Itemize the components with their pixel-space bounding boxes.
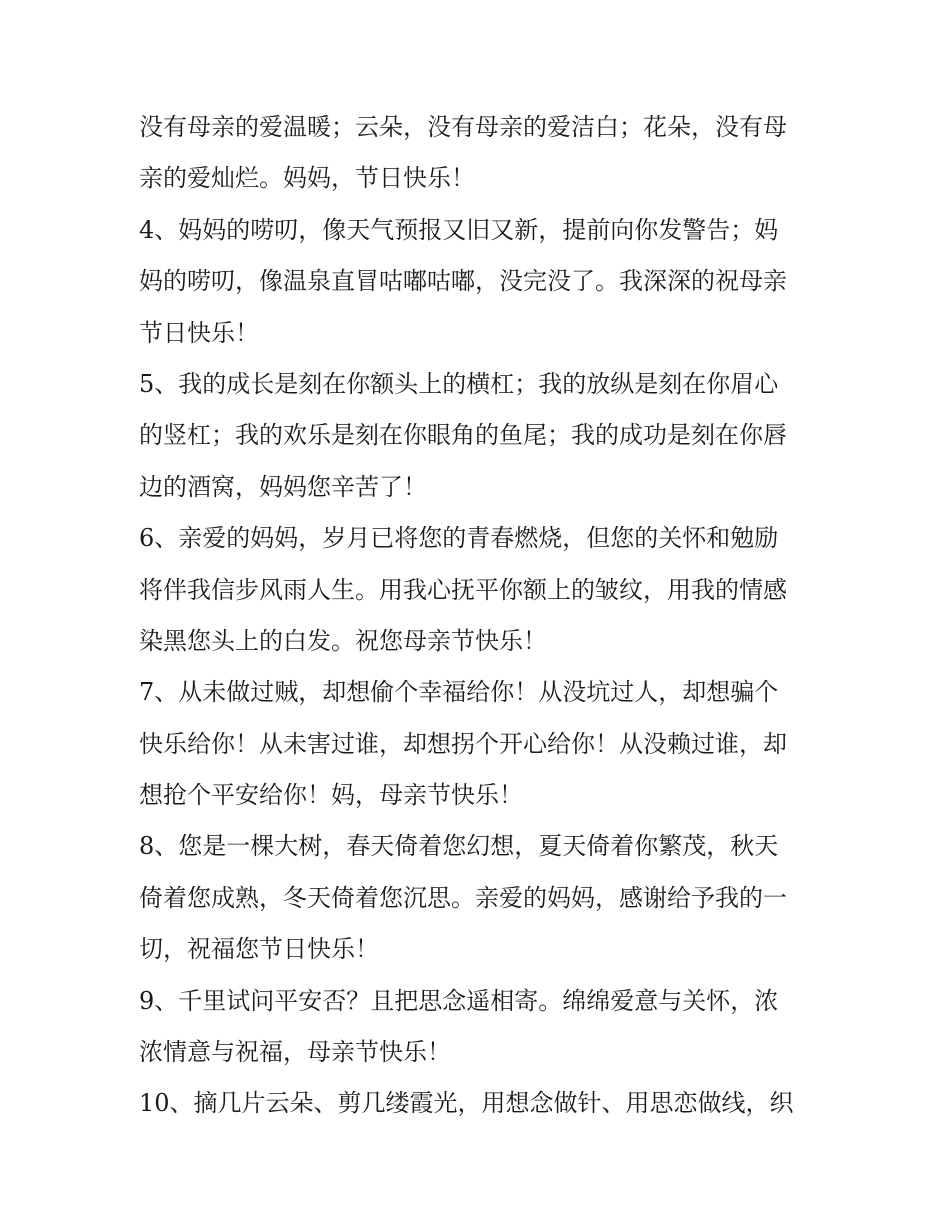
text-line: 没有母亲的爱温暖；云朵，没有母亲的爱洁白；花朵，没有母 [139,113,787,141]
text-line: 8、您是一棵大树，春天倚着您幻想，夏天倚着你繁茂，秋天 [139,832,779,861]
text-line: 9、千里试问平安否？且把思念遥相寄。绵绵爱意与关怀，浓 [139,986,779,1015]
document-body [139,102,819,1130]
text-line: 想抢个平安给你！妈，母亲节快乐！ [139,781,523,810]
text-line: 的竖杠；我的欢乐是刻在你眼角的鱼尾；我的成功是刻在你唇 [139,421,787,450]
text-line: 亲的爱灿烂。妈妈，节日快乐！ [139,164,475,193]
text-line: 切，祝福您节日快乐！ [139,935,379,964]
text-line: 节日快乐！ [139,318,259,347]
text-line: 5、我的成长是刻在你额头上的横杠；我的放纵是刻在你眉心 [139,369,779,398]
text-line: 10、摘几片云朵、剪几缕霞光，用想念做针、用思恋做线，织 [139,1089,794,1118]
text-line: 妈的唠叨，像温泉直冒咕嘟咕嘟，没完没了。我深深的祝母亲 [139,267,787,296]
text-line: 7、从未做过贼，却想偷个幸福给你！从没坑过人，却想骗个 [139,678,779,707]
text-line: 边的酒窝，妈妈您辛苦了！ [139,472,427,501]
text-line: 4、妈妈的唠叨，像天气预报又旧又新，提前向你发警告；妈 [139,215,779,244]
text-line: 6、亲爱的妈妈，岁月已将您的青春燃烧，但您的关怀和勉励 [139,524,779,553]
text-line: 快乐给你！从未害过谁，却想拐个开心给你！从没赖过谁，却 [139,729,787,758]
text-line: 将伴我信步风雨人生。用我心抚平你额上的皱纹，用我的情感 [139,575,787,604]
text-line: 浓情意与祝福，母亲节快乐！ [139,1038,451,1067]
text-line: 染黑您头上的白发。祝您母亲节快乐！ [139,626,547,655]
text-line: 倚着您成熟，冬天倚着您沉思。亲爱的妈妈，感谢给予我的一 [139,883,787,912]
